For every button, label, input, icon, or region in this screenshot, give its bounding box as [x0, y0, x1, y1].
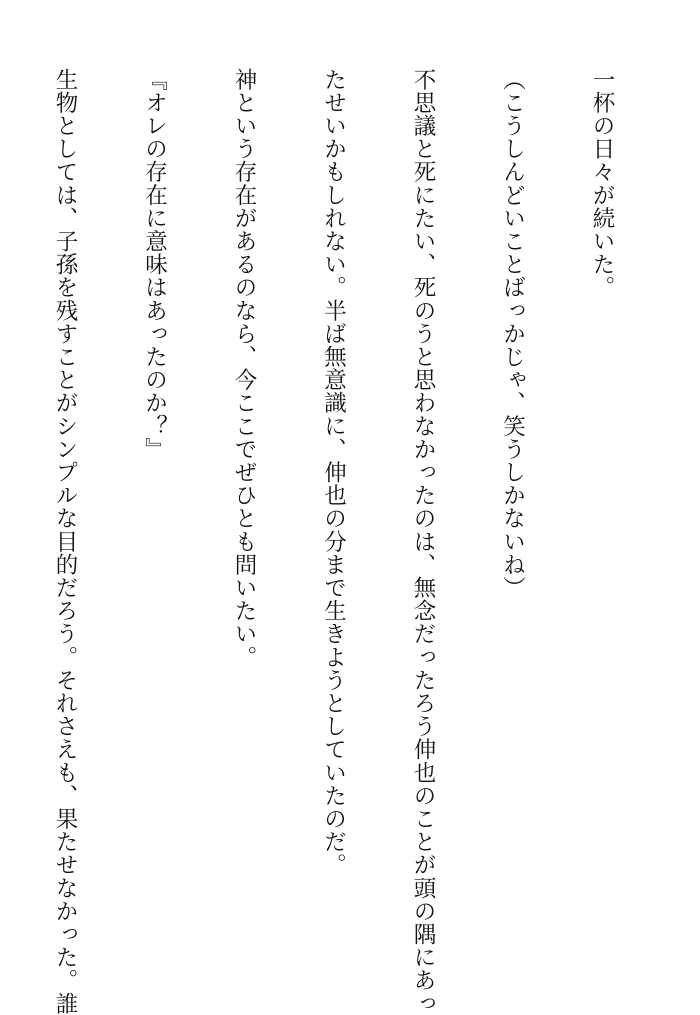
- text-line-6: 『オレの存在に意味はあったのか？』: [141, 68, 168, 461]
- text-line-7: 生物としては、子孫を残すことがシンプルな目的だろう。それさえも、果たせなかった。誰: [52, 68, 78, 1015]
- text-line-1: 一杯の日々が続いた。: [589, 68, 615, 299]
- text-line-4: たせいかもしれない。半ば無意識に、伸也の分まで生きようとしていたのだ。: [320, 68, 347, 877]
- text-line-5: 神という存在があるのなら、今ここでぜひとも問いたい。: [231, 68, 257, 669]
- text-line-2: （こうしんどいことばっかじゃ、笑うしかないね）: [499, 68, 526, 600]
- vertical-text-body: [0, 68, 674, 1015]
- text-line-3: 不思議と死にたい、死のうと思わなかったのは、無念だったろう伸也のことが頭の隅にあっ: [410, 68, 436, 1015]
